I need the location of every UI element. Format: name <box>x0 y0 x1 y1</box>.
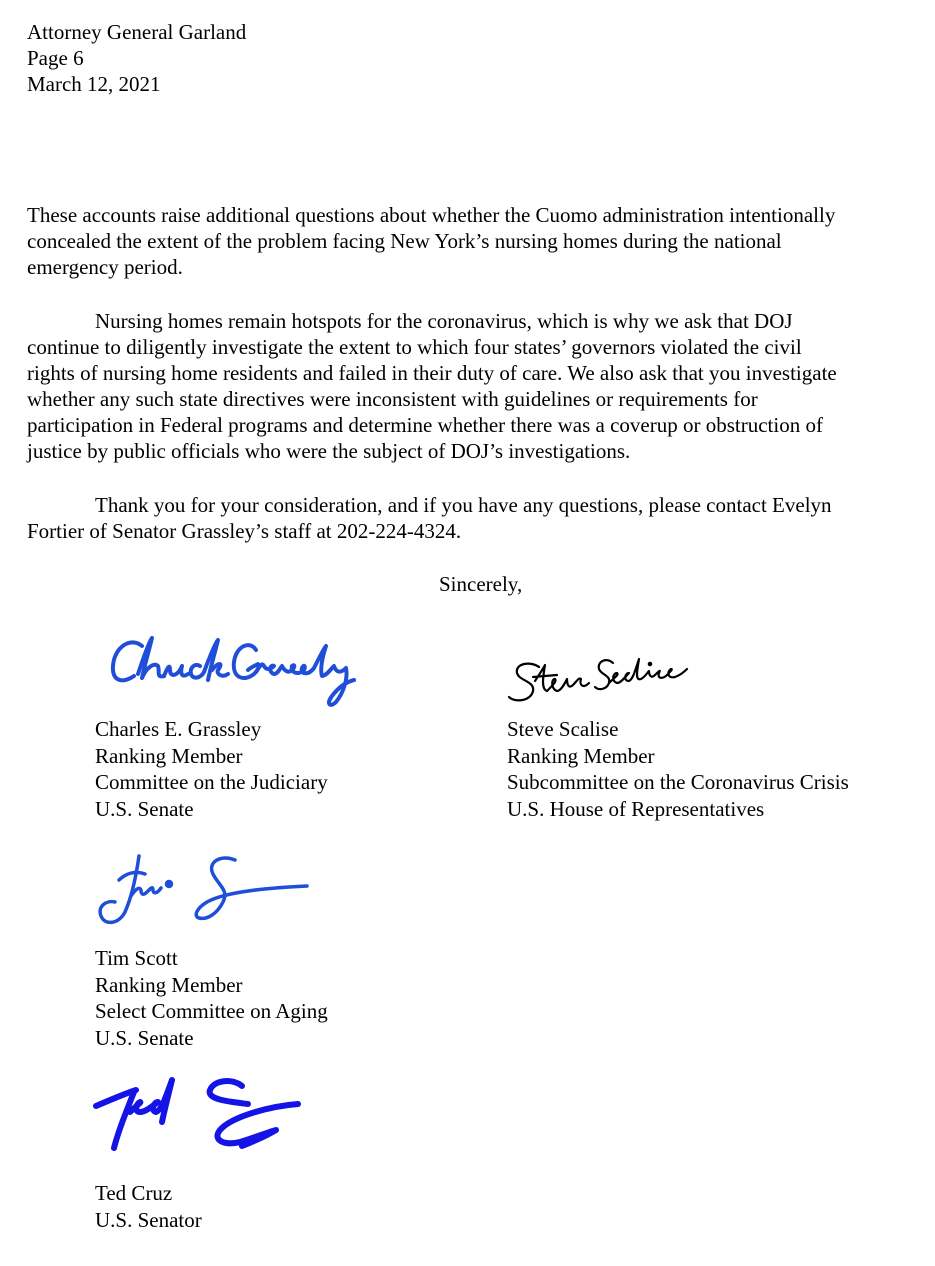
signatory-role: Ranking Member <box>95 743 243 768</box>
paragraph-line: Nursing homes remain hotspots for the coronavirus, which is why we ask that DOJ <box>95 309 793 333</box>
paragraph-2 <box>27 308 922 464</box>
signatory-name: Ted Cruz <box>95 1181 173 1205</box>
scott-signature-image <box>95 850 315 935</box>
scott-signature-text: Tim Scott <box>95 850 99 851</box>
closing-salutation: Sincerely, <box>439 572 523 596</box>
signatory-role: Ranking Member <box>507 743 655 768</box>
paragraph-line: whether any such state directives were inconsistent with guidelines or requirements for <box>27 387 758 411</box>
paragraph-line: rights of nursing home residents and failed in their duty of care. We also ask that you investigate <box>27 361 837 385</box>
signatory-name: Tim Scott <box>95 946 178 970</box>
page-number: Page 6 <box>27 46 84 70</box>
signatory-name: Steve Scalise <box>507 717 619 741</box>
signatory-role: Ranking Member <box>95 972 243 997</box>
paragraph-line: concealed the extent of the problem facing New York’s nursing homes during the national <box>27 229 782 253</box>
letter-header <box>27 19 246 97</box>
signatory-chamber: U.S. Senate <box>95 1025 194 1050</box>
paragraph-line: Fortier of Senator Grassley’s staff at 202-224-4324. <box>27 519 462 543</box>
signature-block-scalise <box>507 716 849 822</box>
paragraph-line: participation in Federal programs and determine whether there was a coverup or obstruction of <box>27 413 823 437</box>
signatory-chamber: U.S. Senate <box>95 796 194 821</box>
cruz-signature-text: Ted Cruz <box>92 1072 96 1073</box>
paragraph-line: justice by public officials who were the subject of DOJ’s investigations. <box>27 439 631 463</box>
grassley-signature-image <box>108 626 378 711</box>
paragraph-line: continue to diligently investigate the extent to which four states’ governors violated the civil <box>27 335 802 359</box>
signatory-committee: Committee on the Judiciary <box>95 770 328 794</box>
grassley-signature-text: Chuck Grassley <box>108 626 115 627</box>
cruz-signature-image <box>92 1072 307 1157</box>
scalise-signature-text: Steve Scalise <box>505 645 511 646</box>
scalise-signature-image <box>505 645 695 715</box>
signatory-chamber: U.S. House of Representatives <box>507 796 765 821</box>
paragraph-line: These accounts raise additional questions about whether the Cuomo administration intentionally <box>27 203 836 227</box>
signature-block-scott <box>95 945 328 1051</box>
signatory-title: U.S. Senator <box>95 1207 202 1232</box>
signatory-committee: Subcommittee on the Coronavirus Crisis <box>507 770 849 794</box>
signature-block-cruz <box>95 1180 202 1233</box>
paragraph-line: emergency period. <box>27 255 183 279</box>
letter-date: March 12, 2021 <box>27 72 161 96</box>
signatory-committee: Select Committee on Aging <box>95 999 328 1023</box>
paragraph-1 <box>27 202 922 280</box>
paragraph-line: Thank you for your consideration, and if you have any questions, please contact Evelyn <box>95 493 832 517</box>
signature-block-grassley <box>95 716 328 822</box>
paragraph-3 <box>27 492 922 544</box>
recipient-line: Attorney General Garland <box>27 20 247 44</box>
signatory-name: Charles E. Grassley <box>95 717 262 741</box>
